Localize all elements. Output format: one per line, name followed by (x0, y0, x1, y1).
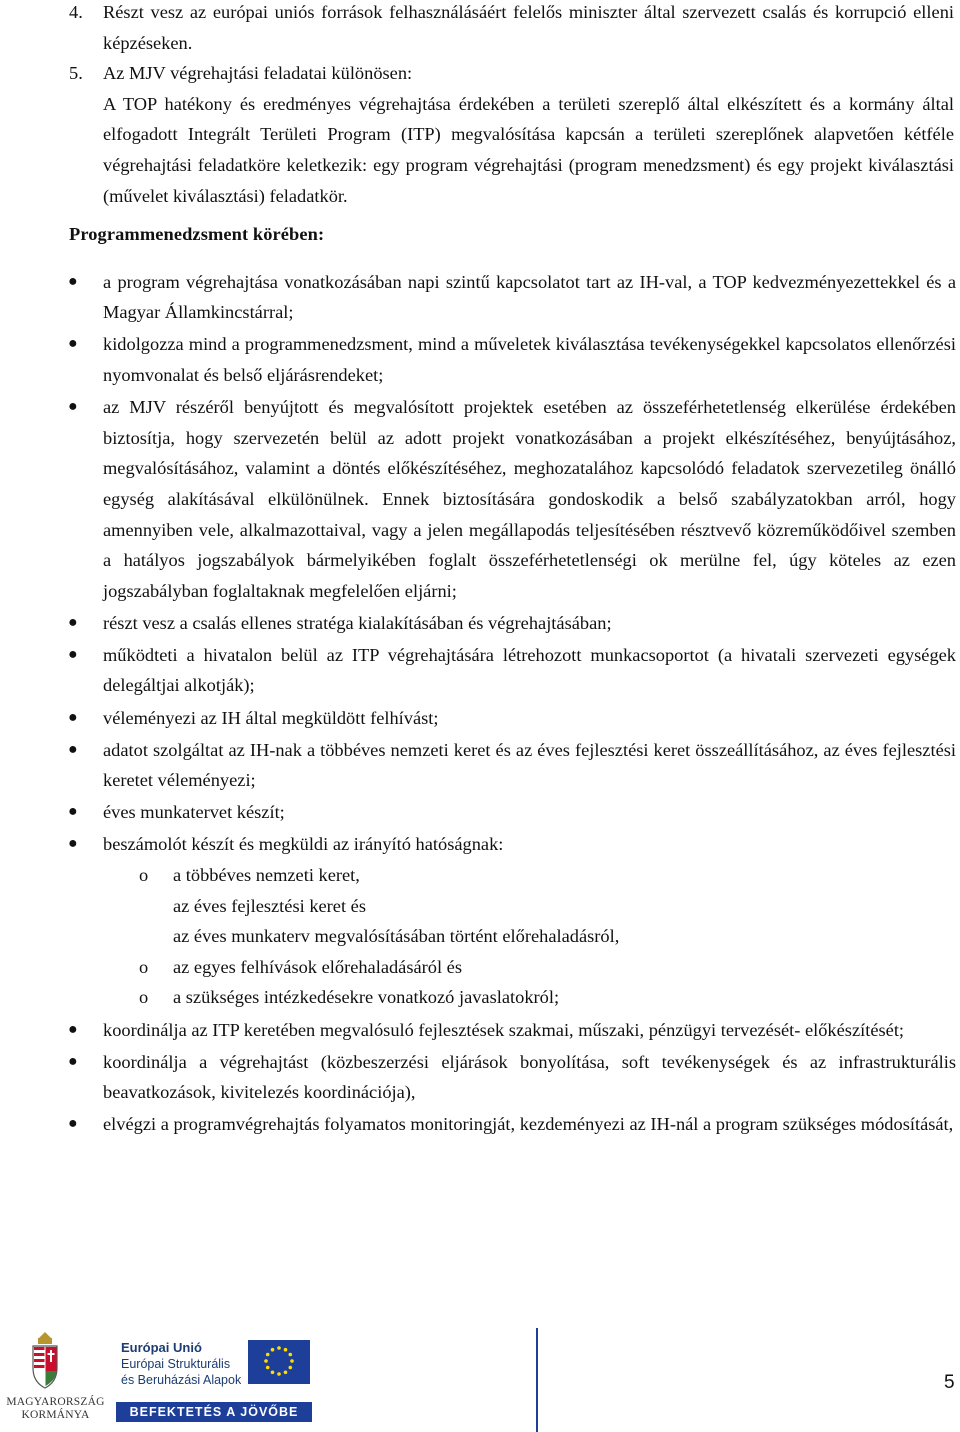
item-number: 5. (69, 63, 83, 84)
sub-item-line: az éves fejlesztési keret és (173, 895, 366, 916)
item-text: Az MJV végrehajtási feladatai különösen: (103, 63, 413, 84)
bullet-item (0, 735, 960, 796)
bullet-icon: ● (68, 835, 78, 853)
sub-item-line: az egyes felhívások előrehaladásáról és (173, 956, 463, 977)
government-name (3, 1396, 108, 1422)
bullet-icon: ● (68, 803, 78, 821)
bullet-text: a program végrehajtása vonatkozásában napi szintű kapcsolatot tart az IH-val, a TOP kedvezményezettekkel és a Magyar Államkincstárral; (103, 271, 956, 323)
bullet-icon: ● (68, 398, 78, 416)
sub-item (103, 952, 956, 983)
bullet-text: elvégzi a programvégrehajtás folyamatos monitoringját, kezdeményezi az IH-nál a program szükséges módosítását, (103, 1114, 954, 1135)
sub-item (103, 982, 956, 1013)
item-text: Részt vesz az európai uniós források felhasználásáért felelős miniszter által szervezett csalás és korrupció elleni képzéseken. (103, 2, 954, 53)
page-number: 5 (944, 1372, 955, 1393)
sub-item-line: az éves munkaterv megvalósításában történt előrehaladásról, (173, 926, 620, 947)
numbered-item-4 (0, 0, 960, 58)
bullet-text: véleményezi az IH által megküldött felhívást; (103, 707, 439, 728)
bullet-item (0, 1015, 960, 1046)
bullet-text: kidolgozza mind a programmenedzsment, mind a műveletek kiválasztása tevékenységekkel kapcsolatos ellenőrzési nyomvonalat és belső eljárásrendeket; (103, 334, 956, 386)
bullet-icon: ● (68, 613, 78, 631)
bullet-item (0, 703, 960, 734)
bullet-icon: ● (68, 1115, 78, 1133)
sub-list (103, 860, 956, 1013)
bullet-item (0, 329, 960, 390)
bullet-icon: ● (68, 1020, 78, 1038)
section-heading: Programmenedzsment körében: (69, 224, 325, 245)
bullet-list (0, 267, 960, 1140)
bullet-text: koordinálja az ITP keretében megvalósuló fejlesztések szakmai, műszaki, pénzügyi tervezését- előkészítését; (103, 1019, 905, 1040)
eu-subtitle-2: és Beruházási Alapok (121, 1373, 242, 1387)
eu-logo-text (121, 1340, 241, 1388)
bullet-item (0, 797, 960, 828)
bullet-icon: ● (68, 645, 78, 663)
bullet-icon: ● (68, 708, 78, 726)
bullet-text: éves munkatervet készít; (103, 802, 285, 823)
bullet-icon: ● (68, 1052, 78, 1070)
invest-banner: BEFEKTETÉS A JÖVŐBE (116, 1402, 312, 1422)
eu-title: Európai Unió (121, 1340, 202, 1355)
bullet-text: beszámolót készít és megküldi az irányító hatóságnak: (103, 834, 504, 855)
bullet-text: adatot szolgáltat az IH-nak a többéves nemzeti keret és az éves fejlesztési keret összeállításához, az éves fejlesztési keretet véleményezi; (103, 739, 956, 791)
bullet-item (0, 392, 960, 606)
item-paragraph: A TOP hatékony és eredményes végrehajtása érdekében a területi szereplő által elkészített és a kormány által elfogadott Integrált Területi Program (ITP) megvalósítása kapcsán a területi szereplőnek alapvetően kétféle végrehajtási feladatköre keletkezik: egy program végrehajtási (program menedzsment) és egy projekt kiválasztási (művelet kiválasztási) feladatkör. (103, 93, 954, 206)
circle-bullet-icon: o (139, 987, 149, 1008)
page-footer (0, 1324, 960, 1432)
bullet-text: koordinálja a végrehajtást (közbeszerzési eljárások bonyolítása, soft tevékenységek és az infrastrukturális beavatkozások, kivitelezés koordinációja), (103, 1051, 956, 1103)
bullet-item (0, 829, 960, 1013)
bullet-icon: ● (68, 740, 78, 758)
item-number: 4. (69, 2, 83, 22)
footer-divider (536, 1328, 538, 1432)
sub-item-line: a szükséges intézkedésekre vonatkozó javaslatokról; (173, 987, 560, 1008)
hungarian-coat-of-arms-icon (30, 1330, 60, 1394)
bullet-text: az MJV részéről benyújtott és megvalósított projektek esetében az összeférhetetlenség elkerülése érdekében biztosítja, hogy szervezetén belül az adott projekt vonatkozásában a projekt elkészítéséhez, benyújtásához, megvalósításához, valamint a döntés előkészítéséhez, meghozatalához kapcsolódó feladatok szervezetileg önálló egység alakításával elkülönülnek. Ennek biztosítására gondoskodik a belső szabályzatokban arról, hogy amennyiben vele, alkalmazottaival, vagy a jelen megállapodás teljesítésében résztvevő közreműködőivel szemben a hatályos jogszabályok bármelyikében foglalt összeférhetetlenségi ok merülne fel, úgy köteles az ezen jogszabályban foglaltaknak megfelelően eljárni; (103, 397, 956, 601)
sub-item (103, 860, 956, 952)
bullet-icon: ● (68, 335, 78, 353)
bullet-item (0, 1109, 960, 1140)
bullet-item (0, 267, 960, 328)
gov-name-line: MAGYARORSZÁG (6, 1396, 105, 1408)
circle-bullet-icon: o (139, 956, 149, 977)
eu-flag-icon (248, 1340, 310, 1384)
bullet-text: működteti a hivatalon belül az ITP végrehajtására létrehozott munkacsoportot (a hivatali szervezeti egységek delegáltjai alkotják); (103, 644, 956, 696)
bullet-item (0, 1047, 960, 1108)
eu-subtitle-1: Európai Strukturális (121, 1357, 231, 1371)
circle-bullet-icon: o (139, 865, 149, 886)
bullet-item (0, 608, 960, 639)
numbered-item-5 (0, 58, 960, 211)
bullet-icon: ● (68, 272, 78, 290)
gov-name-line: KORMÁNYA (21, 1409, 90, 1421)
bullet-item (0, 640, 960, 701)
bullet-text: részt vesz a csalás ellenes stratéga kialakításában és végrehajtásában; (103, 612, 612, 633)
sub-item-line: a többéves nemzeti keret, (173, 865, 360, 886)
